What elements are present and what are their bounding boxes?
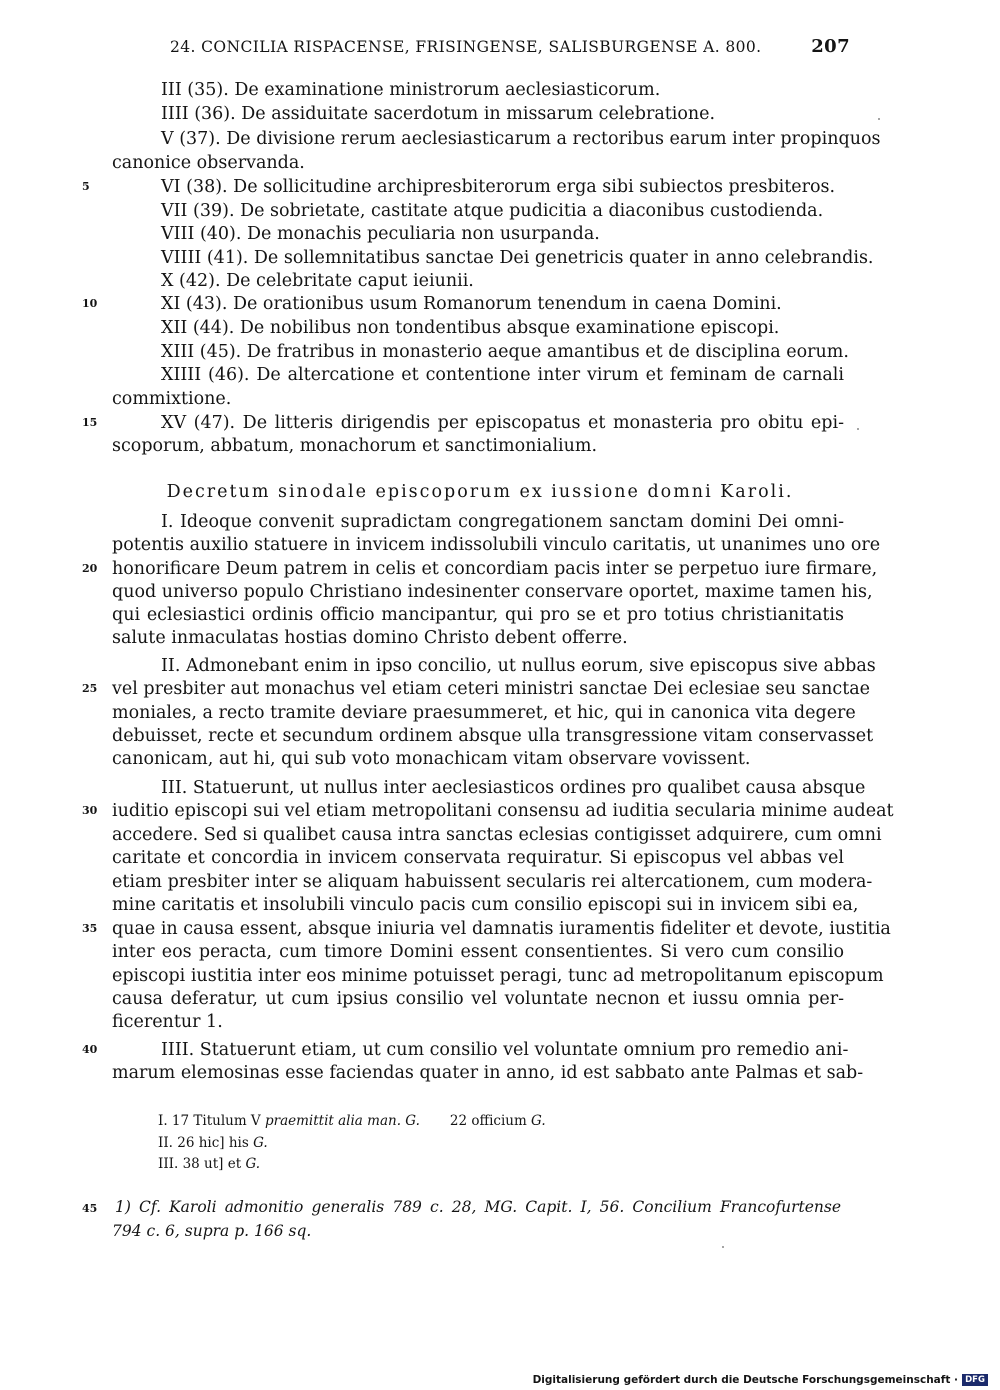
text-line: V (37). De divisione rerum aeclesiasticarum a rectoribus earum inter propinquos — [161, 129, 881, 149]
text-line: marum elemosinas esse faciendas quater in anno, id est sabbato ante Palmas et sab- — [112, 1063, 864, 1083]
text-line: XII (44). De nobilibus non tondentibus absque examinatione episcopi. — [161, 318, 780, 338]
running-head — [170, 36, 850, 60]
text-line: caritate et concordia in invicem conservata requiratur. Si episcopus vel abbas vel — [112, 848, 844, 868]
text-line: episcopi iustitia inter eos minime potuisset peragi, tunc ad metropolitanum episcopum — [112, 966, 884, 986]
text-line: qui eclesiastici ordinis officio mancipantur, qui pro se et pro totius christianitatis — [112, 605, 844, 625]
text-line: quod universo populo Christiano indesinenter conservare oportet, maxime tamen his, — [112, 582, 873, 602]
apparatus-siglum: G. — [531, 1113, 546, 1129]
footer-text: Digitalisierung gefördert durch die Deutsche Forschungsgemeinschaft · — [532, 1374, 958, 1386]
apparatus-entry — [158, 1132, 858, 1154]
dfg-logo: DFG — [962, 1374, 988, 1386]
line-number: 10 — [82, 297, 98, 310]
text-line: canonicam, aut hi, qui sub voto monachicam vitam observare vovissent. — [112, 749, 751, 769]
footnote-line: 794 c. 6, supra p. 166 sq. — [112, 1222, 312, 1240]
text-line: II. Admonebant enim in ipso concilio, ut nullus eorum, sive episcopus sive abbas — [161, 656, 876, 676]
scan-speck — [857, 428, 859, 430]
line-number: 20 — [82, 562, 98, 575]
text-line: vel presbiter aut monachus vel etiam ceteri ministri sanctae Dei eclesiae seu sanctae — [112, 679, 871, 699]
apparatus-siglum: G. — [245, 1156, 261, 1172]
line-number: 15 — [82, 416, 98, 429]
text-line: honorificare Deum patrem in celis et concordiam pacis inter se perpetuo iure firmare, — [112, 559, 878, 579]
text-line: accedere. Sed si qualibet causa intra sanctas eclesias contigisset adquirere, cum omni — [112, 825, 882, 845]
line-number: 25 — [82, 682, 98, 695]
text-line: III (35). De examinatione ministrorum aeclesiasticorum. — [161, 80, 661, 100]
text-line: XI (43). De orationibus usum Romanorum tenendum in caena Domini. — [161, 294, 782, 314]
text-line: iuditio episcopi sui vel etiam metropolitani consensu ad iuditia secularia minime audeat — [112, 801, 894, 821]
apparatus-text: II. 26 hic] his — [158, 1135, 254, 1151]
text-line: debuisset, recte et secundum ordinem absque ulla transgressione vitam conservasset — [112, 726, 874, 746]
text-line: commixtione. — [112, 389, 232, 409]
text-line: canonice observanda. — [112, 153, 305, 173]
digitization-footer — [533, 1372, 988, 1388]
apparatus-entry — [158, 1110, 858, 1132]
text-line: salute inmaculatas hostias domino Christo debent offerre. — [112, 628, 628, 648]
apparatus-text: 22 officium — [449, 1113, 532, 1129]
text-line: VI (38). De sollicitudine archipresbiterorum erga sibi subiectos presbiteros. — [161, 177, 836, 197]
text-line: I. Ideoque convenit supradictam congregationem sanctam domini Dei omni- — [161, 512, 844, 532]
section-heading: Decretum sinodale episcoporum ex iussione domni Karoli. — [166, 482, 794, 502]
text-line: inter eos peracta, cum timore Domini essent consentientes. Si vero cum consilio — [112, 942, 844, 962]
text-line: mine caritatis et insolubili vinculo pacis cum consilio episcopi sui in invicem sibi ea, — [112, 895, 859, 915]
text-line: potentis auxilio statuere in invicem indissolubili vinculo caritatis, ut unanimes uno ore — [112, 535, 881, 555]
scan-speck — [722, 1246, 724, 1248]
scan-speck — [878, 118, 880, 120]
line-number: 35 — [82, 922, 98, 935]
footnote-line: 1) Cf. Karoli admonitio generalis 789 c. 28, MG. Capit. I, 56. Concilium Francofurtense — [115, 1198, 841, 1216]
line-number: 30 — [82, 804, 98, 817]
text-line: X (42). De celebritate caput ieiunii. — [161, 271, 474, 291]
apparatus-siglum: praemittit alia man. G. — [264, 1113, 420, 1129]
text-line: VII (39). De sobrietate, castitate atque pudicitia a diaconibus custodienda. — [161, 201, 824, 221]
text-line: IIII. Statuerunt etiam, ut cum consilio vel voluntate omnium pro remedio ani- — [161, 1040, 849, 1060]
apparatus-siglum: G. — [253, 1135, 268, 1151]
text-line: III. Statuerunt, ut nullus inter aeclesiasticos ordines pro qualibet causa absque — [161, 778, 866, 798]
text-line: VIIII (41). De sollemnitatibus sanctae Dei genetricis quater in anno celebrandis. — [161, 248, 874, 268]
text-line: VIII (40). De monachis peculiaria non usurpanda. — [161, 224, 600, 244]
text-line: XIIII (46). De altercatione et contentione inter virum et feminam de carnali — [161, 365, 844, 385]
text-line: scoporum, abbatum, monachorum et sanctimonialium. — [112, 436, 598, 456]
text-line: etiam presbiter inter se aliquam habuissent secularis rei altercationem, cum modera- — [112, 872, 873, 892]
text-line: IIII (36). De assiduitate sacerdotum in missarum celebratione. — [161, 104, 716, 124]
text-line: XV (47). De litteris dirigendis per episcopatus et monasteria pro obitu epi- — [161, 413, 844, 433]
line-number: 45 — [82, 1202, 98, 1215]
text-line: ficerentur 1. — [112, 1012, 223, 1032]
line-number: 40 — [82, 1043, 98, 1056]
text-line: quae in causa essent, absque iniuria vel damnatis iuramentis fideliter et devote, iustitia — [112, 919, 891, 939]
text-line: moniales, a recto tramite deviare praesummeret, et hic, qui in canonica vita degere — [112, 703, 856, 723]
apparatus-text: III. 38 ut] et — [158, 1156, 246, 1172]
apparatus-entry — [158, 1153, 858, 1175]
apparatus-text: I. 17 Titulum V — [158, 1113, 265, 1129]
text-line: XIII (45). De fratribus in monasterio aeque amantibus et de disciplina eorum. — [161, 342, 849, 362]
text-line: causa deferatur, ut cum ipsius consilio vel voluntate necnon et iussu omnia per- — [112, 989, 844, 1009]
page-number: 207 — [811, 36, 850, 57]
line-number: 5 — [82, 180, 90, 193]
running-head-title: 24. CONCILIA RISPACENSE, FRISINGENSE, SALISBURGENSE A. 800. — [170, 38, 762, 56]
